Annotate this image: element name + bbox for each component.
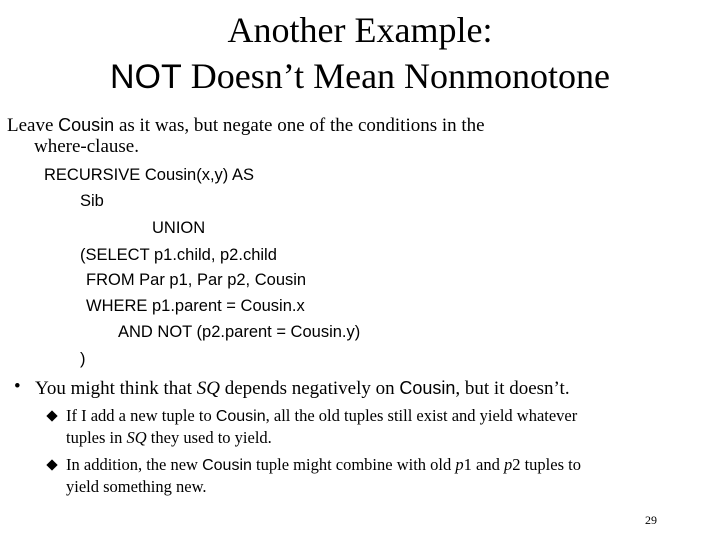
sub-bullet-2-line-1 [66,454,581,476]
sub2-text-e: 1 and [463,455,504,474]
code-line: AND NOT (p2.parent = Cousin.y) [118,323,361,341]
sub2-text-a: In addition, the new [66,455,203,474]
title-rest: Doesn’t Mean Nonmonotone [181,56,611,96]
intro-line-1 [7,114,485,137]
sub1-text-a: If I add a new tuple to [66,406,216,425]
sub2-code-cousin: Cousin [202,457,252,474]
sub1-l2-sq: SQ [126,428,147,447]
bullet-code-cousin: Cousin [399,378,456,398]
title-line-2 [0,56,720,97]
sub-bullet-1-line-1 [66,405,577,427]
code-line: FROM Par p1, Par p2, Cousin [86,271,307,289]
intro-line-2: where-clause. [34,136,139,157]
sub-bullet-2-line-2: yield something new. [66,477,207,496]
code-line: Sib [80,192,104,210]
sub1-text-c: , all the old tuples still exist and yield whatever [265,406,578,425]
sub-bullet-1-line-2 [66,427,272,448]
bullet-marker: • [14,376,21,397]
page-number: 29 [645,513,657,527]
code-line: WHERE p1.parent = Cousin.x [86,297,305,315]
title-line-1: Another Example: [227,10,493,50]
diamond-bullet-icon [46,410,57,421]
sub1-l2-a: tuples in [66,428,127,447]
bullet-text-e: , but it doesn’t. [455,378,570,399]
code-line: ) [80,350,86,368]
bullet-text-c: depends negatively on [219,378,400,399]
sub1-l2-c: they used to yield. [146,428,272,447]
code-line: RECURSIVE Cousin(x,y) AS [44,166,254,184]
sub1-code-cousin: Cousin [215,408,266,425]
diamond-bullet-icon [46,459,57,470]
sub2-text-g: 2 tuples to [512,455,581,474]
intro-code-cousin: Cousin [58,115,115,135]
bullet-text-a: You might think that [35,378,197,399]
intro-post: as it was, but negate one of the conditions in the [114,115,485,136]
code-line: (SELECT p1.child, p2.child [80,246,277,264]
sub2-p-var: p [503,455,513,474]
sub2-p-var: p [455,455,464,474]
code-line: UNION [152,219,206,237]
bullet-text [35,377,570,400]
bullet-text-sq: SQ [196,378,220,399]
title-keyword-not: NOT [109,58,182,96]
intro-pre: Leave [7,115,59,136]
sub2-text-c: tuple might combine with old [251,455,456,474]
